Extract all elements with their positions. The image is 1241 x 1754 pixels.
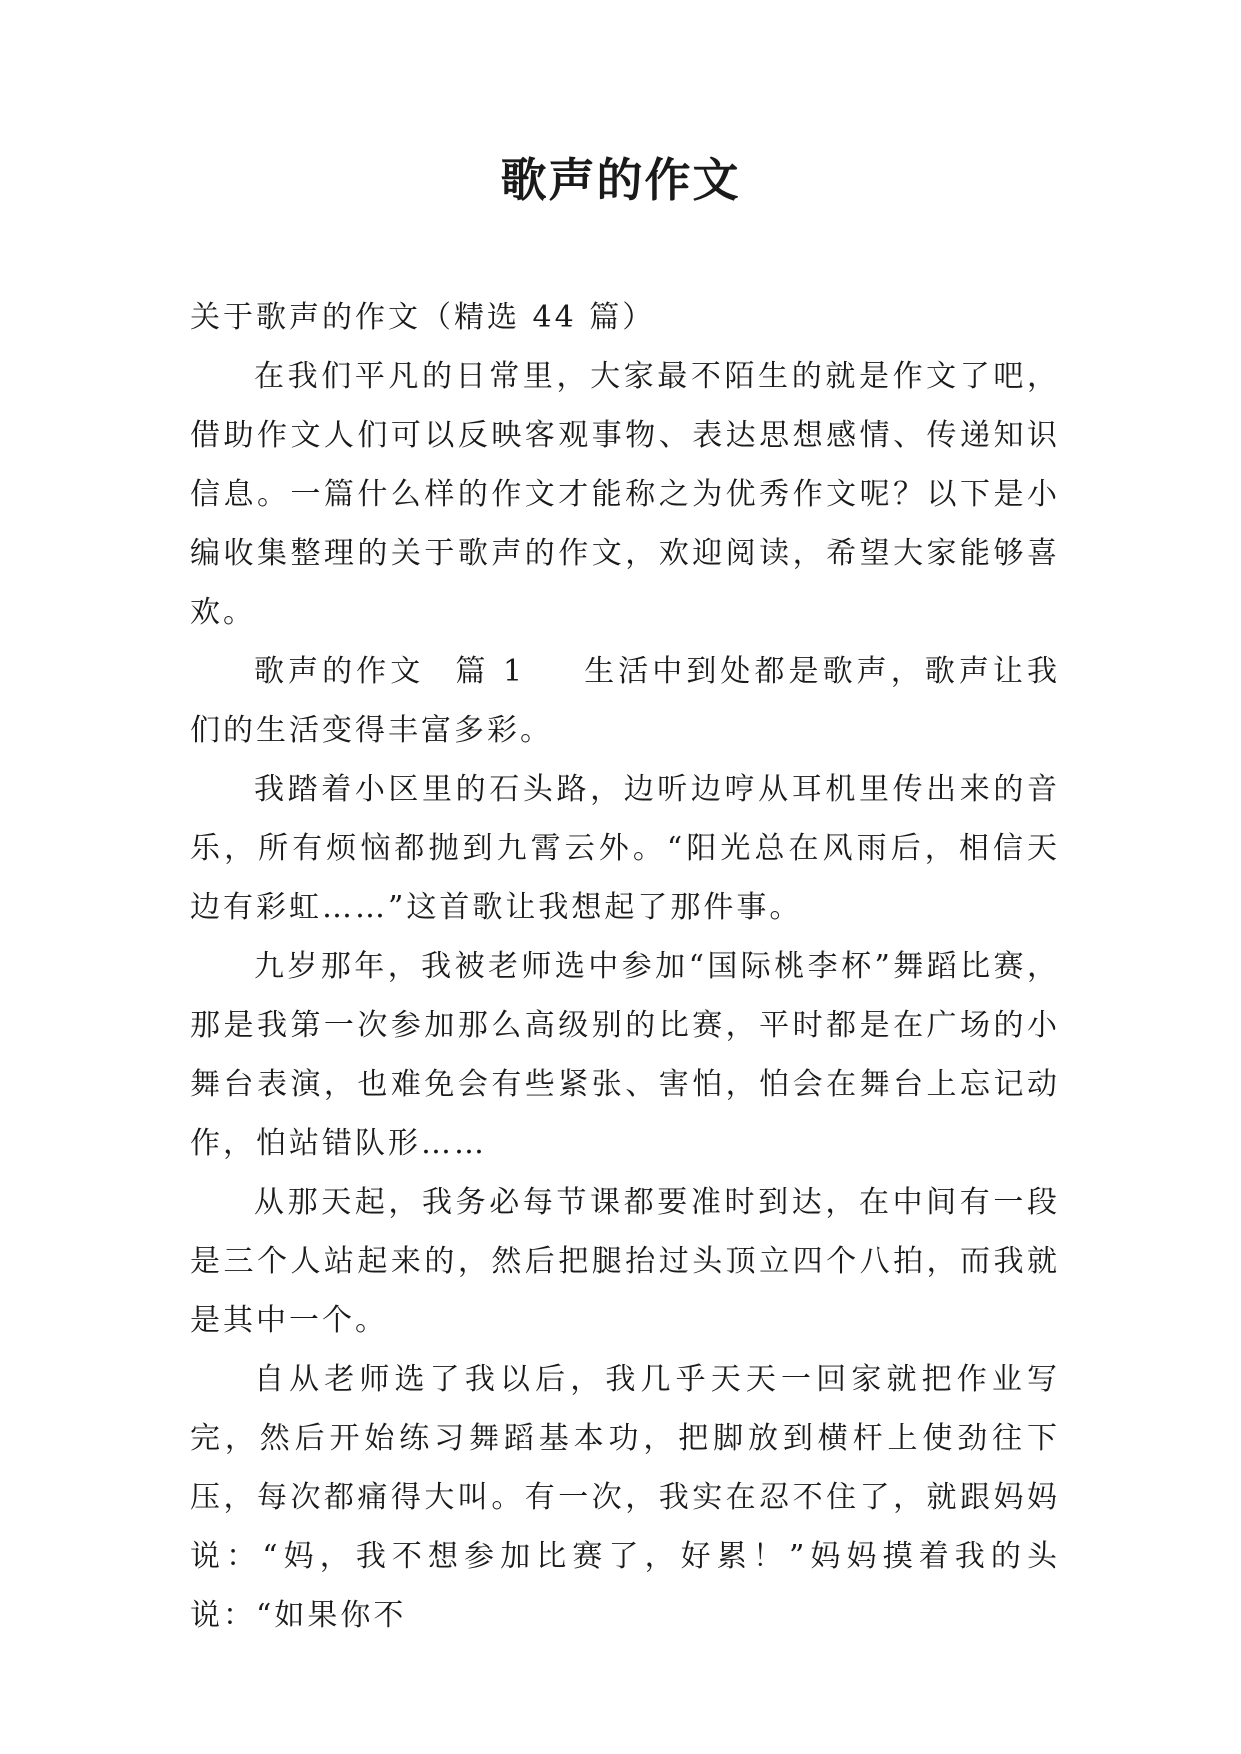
essay-1-heading: 歌声的作文 [254, 654, 425, 689]
intro-paragraph: 在我们平凡的日常里，大家最不陌生的就是作文了吧，借助作文人们可以反映客观事物、表达思想感情、传递知识信息。一篇什么样的作文才能称之为优秀作文呢？以下是小编收集整理的关于歌声的作文，欢迎阅读，希望大家能够喜欢。 [190, 359, 1060, 630]
page-title: 歌声的作文 [500, 153, 741, 207]
essay-paragraph: 自从老师选了我以后，我几乎天天一回家就把作业写完，然后开始练习舞蹈基本功，把脚放到横杆上使劲往下压，每次都痛得大叫。有一次，我实在忍不住了，就跟妈妈说：“妈，我不想参加比赛了，好累！”妈妈摸着我的头说：“如果你不 [190, 1362, 1060, 1633]
essay-1-opening: 生活中到处都是歌声，歌声让我们的生活变得丰富多彩。 [190, 654, 1060, 748]
document-subtitle: 关于歌声的作文（精选 44 篇） [190, 300, 656, 335]
essay-paragraph: 九岁那年，我被老师选中参加“国际桃李杯”舞蹈比赛，那是我第一次参加那么高级别的比赛，平时都是在广场的小舞台表演，也难免会有些紧张、害怕，怕会在舞台上忘记动作，怕站错队形…… [190, 949, 1060, 1161]
essay-1-number: 篇 1 [454, 654, 526, 689]
essay-paragraph: 从那天起，我务必每节课都要准时到达，在中间有一段是三个人站起来的，然后把腿抬过头顶立四个八拍，而我就是其中一个。 [190, 1185, 1060, 1338]
essay-1-heading-paragraph [190, 642, 1060, 760]
essay-paragraph: 我踏着小区里的石头路，边听边哼从耳机里传出来的音乐，所有烦恼都抛到九霄云外。“阳光总在风雨后，相信天边有彩虹……”这首歌让我想起了那件事。 [190, 772, 1060, 925]
document-body [190, 288, 1060, 1645]
